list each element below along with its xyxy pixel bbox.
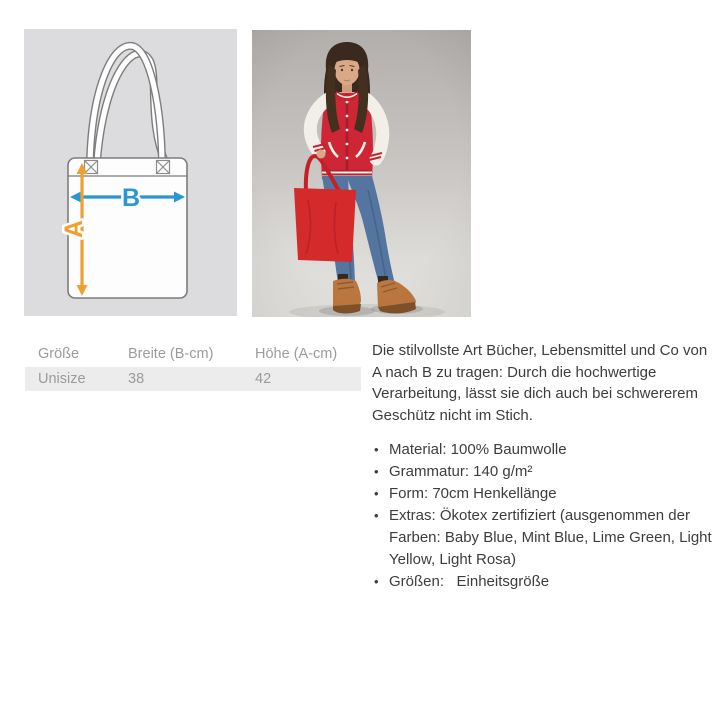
spec-list	[372, 439, 714, 593]
spec-item-grammatur	[372, 461, 714, 483]
width-label: B	[121, 184, 141, 212]
size-diagram-graphic	[24, 29, 237, 316]
product-photo	[252, 30, 471, 317]
spec-item-extras	[372, 505, 714, 571]
size-table-header-row	[25, 342, 361, 367]
spec-text: Größen: Einheitsgröße	[389, 573, 550, 590]
bullet-icon: •	[374, 508, 379, 523]
cell-size: Unisize	[38, 371, 86, 387]
height-label: A	[60, 219, 88, 239]
bullet-icon: •	[374, 574, 379, 589]
size-table	[25, 342, 361, 391]
size-diagram	[24, 29, 237, 316]
column-header-height: Höhe (A-cm)	[255, 346, 338, 362]
column-header-width: Breite (B-cm)	[128, 346, 214, 362]
description-intro: Die stilvollste Art Bücher, Lebensmittel und Co von A nach B zu tragen: Durch die hochwertige Verarbeitung, lässt sie dich auch bei schwererem Geschütz nicht im Stich.	[372, 342, 708, 424]
size-table-row	[25, 367, 361, 392]
spec-text: Material: 100% Baumwolle	[389, 441, 567, 458]
spec-item-form	[372, 483, 714, 505]
spec-text: Form: 70cm Henkellänge	[389, 485, 557, 502]
model-photo-graphic	[252, 30, 471, 317]
photo-vignette	[252, 30, 471, 317]
cell-height-cm: 42	[255, 371, 272, 387]
spec-text: Extras: Ökotex zertifiziert (ausgenommen der Farben: Baby Blue, Mint Blue, Lime Green, Light Yellow, Light Rosa)	[389, 507, 712, 568]
bullet-icon: •	[374, 464, 379, 479]
cell-width-cm: 38	[128, 371, 145, 387]
column-header-size: Größe	[38, 346, 80, 362]
bullet-icon: •	[374, 442, 379, 457]
bullet-icon: •	[374, 486, 379, 501]
spec-text: Grammatur: 140 g/m²	[389, 463, 533, 480]
product-description	[372, 340, 714, 593]
spec-item-material	[372, 439, 714, 461]
spec-item-groessen	[372, 571, 714, 593]
